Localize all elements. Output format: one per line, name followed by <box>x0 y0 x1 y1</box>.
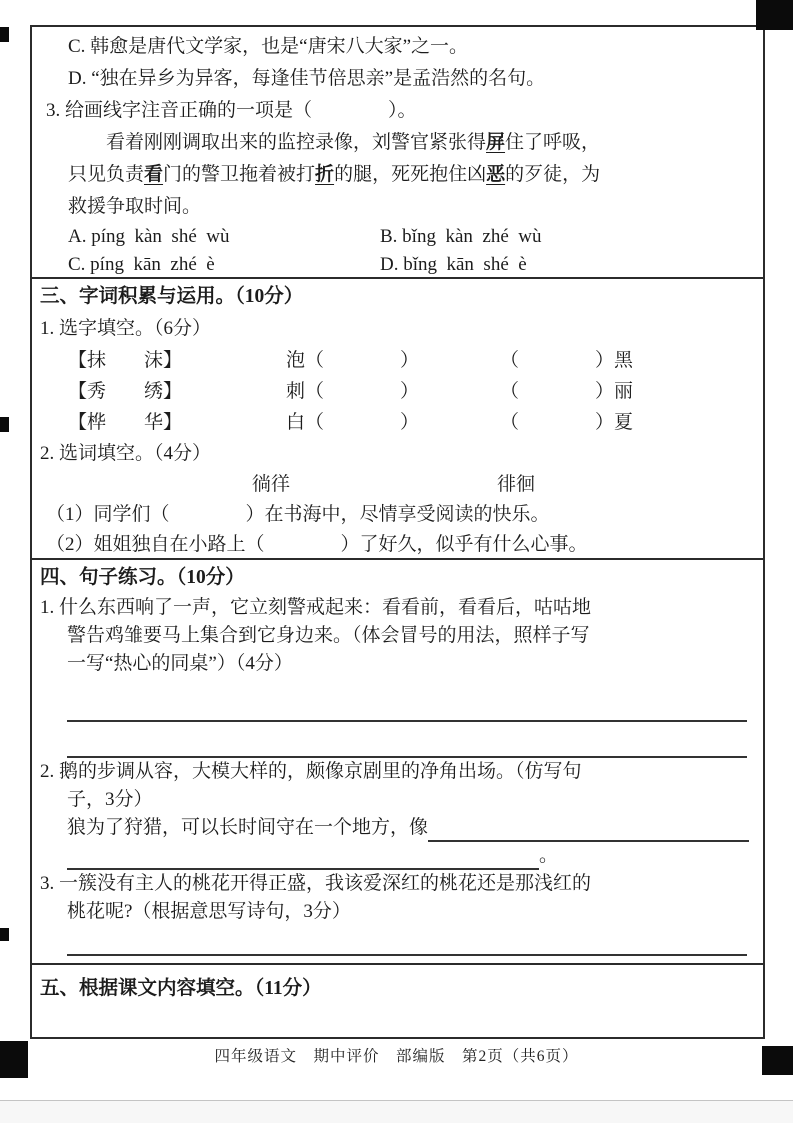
scan-mark-top-right <box>756 0 793 30</box>
passage-text: 的歹徒，为 <box>505 164 601 185</box>
q1-line-2: 警告鸡雏要马上集合到它身边来。（体会冒号的用法，照样子写 <box>67 625 590 646</box>
option-c: C. 韩愈是唐代文学家，也是“唐宋八大家”之一。 <box>68 36 469 57</box>
passage-text: 只见负责 <box>68 164 145 185</box>
pinyin-option-c: C. píng kān zhé è <box>68 254 215 275</box>
passage-line-1 <box>68 127 751 159</box>
passage-text: 看着刚刚调取出来的监控录像，刘警官紧张得 <box>106 132 487 153</box>
underlined-char-ping: 屏 <box>486 132 506 153</box>
answer-line <box>67 690 747 722</box>
section-5-heading: 五、根据课文内容填空。（11分） <box>40 978 322 999</box>
passage-line-2 <box>68 159 751 191</box>
pinyin-option-b: B. bǐng kàn zhé wù <box>380 226 542 247</box>
pinyin-option-d: D. bǐng kān shé è <box>380 254 527 275</box>
section-5-fill <box>32 963 763 1035</box>
fill-row-3 <box>68 407 751 438</box>
section-3-heading: 三、字词积累与运用。（10分） <box>40 286 304 307</box>
answer-line <box>428 818 749 842</box>
answer-line <box>67 928 747 956</box>
fill-row-2 <box>68 376 751 407</box>
char-choices: 【抹 沫】 <box>68 350 183 371</box>
fill-blank-mid: 刺（ ） <box>286 381 420 402</box>
underlined-char-e: 恶 <box>486 164 506 185</box>
pinyin-option-a: A. píng kàn shé wù <box>68 226 230 247</box>
char-choices: 【桦 华】 <box>68 412 183 433</box>
q2-line-3 <box>67 814 751 842</box>
underlined-char-zhe: 折 <box>315 164 335 185</box>
fill-blank-mid: 泡（ ） <box>286 350 420 371</box>
underlined-char-kan: 看 <box>144 164 164 185</box>
fill-row-1 <box>68 345 751 376</box>
q3-line-1: 3. 一簇没有主人的桃花开得正盛，我该爱深红的桃花还是那浅红的 <box>40 873 592 894</box>
q1-line-3: 一写“热心的同桌”）（4分） <box>67 653 293 674</box>
passage-text: 住了呼吸， <box>505 132 601 153</box>
period-text: 。 <box>539 845 559 866</box>
sentence-1: （1）同学们（ ）在书海中，尽情享受阅读的快乐。 <box>46 504 550 525</box>
fill-blank-right: （ ）黑 <box>500 350 634 371</box>
section-3-item-2: 2. 选词填空。（4分） <box>40 443 212 464</box>
scan-mark-left-2 <box>0 417 9 432</box>
option-d: D. “独在异乡为异客，每逢佳节倍思亲”是孟浩然的名句。 <box>68 68 546 89</box>
scan-mark-bottom-left <box>0 1041 28 1078</box>
section-pinyin-question <box>32 27 763 277</box>
section-4-sentences <box>32 558 763 963</box>
q2-line-4 <box>67 842 751 870</box>
answer-line <box>67 722 747 758</box>
section-3-words <box>32 277 763 558</box>
page-footer: 四年级语文 期中评价 部编版 第2页（共6页） <box>214 1048 579 1065</box>
answer-line <box>67 846 539 870</box>
scan-mark-left-1 <box>0 27 9 42</box>
q2-stem-text: 狼为了狩猎，可以长时间守在一个地方，像 <box>67 817 429 838</box>
word-choice-2: 徘徊 <box>497 474 536 495</box>
passage-line-3: 救援争取时间。 <box>68 196 202 217</box>
word-choices-row <box>40 470 751 500</box>
scan-page-edge <box>0 1100 793 1123</box>
passage-text: 门的警卫拖着被打 <box>163 164 316 185</box>
q3-line-2: 桃花呢?（根据意思写诗句，3分） <box>67 901 351 922</box>
scan-mark-left-3 <box>0 928 9 941</box>
q2-line-2: 子，3分） <box>67 789 153 810</box>
char-choices: 【秀 绣】 <box>68 381 183 402</box>
pinyin-options-row-1 <box>68 223 751 251</box>
section-4-heading: 四、句子练习。（10分） <box>40 567 245 588</box>
scan-mark-bottom-right <box>762 1046 793 1075</box>
section-3-item-1: 1. 选字填空。（6分） <box>40 318 212 339</box>
pinyin-options-row-2 <box>68 251 751 277</box>
fill-blank-mid: 白（ ） <box>286 412 420 433</box>
question-3-title: 3. 给画线字注音正确的一项是（ ）。 <box>46 100 417 121</box>
passage-text: 的腿，死死抱住凶 <box>334 164 487 185</box>
fill-blank-right: （ ）丽 <box>500 381 634 402</box>
q1-line-1: 1. 什么东西响了一声，它立刻警戒起来：看看前，看看后，咕咕地 <box>40 597 592 618</box>
word-choice-1: 徜徉 <box>252 474 291 495</box>
exam-content-box <box>30 25 765 1039</box>
fill-blank-right: （ ）夏 <box>500 412 634 433</box>
q2-line-1: 2. 鹅的步调从容，大模大样的，颇像京剧里的净角出场。（仿写句 <box>40 761 582 782</box>
sentence-2: （2）姐姐独自在小路上（ ）了好久，似乎有什么心事。 <box>46 534 588 555</box>
